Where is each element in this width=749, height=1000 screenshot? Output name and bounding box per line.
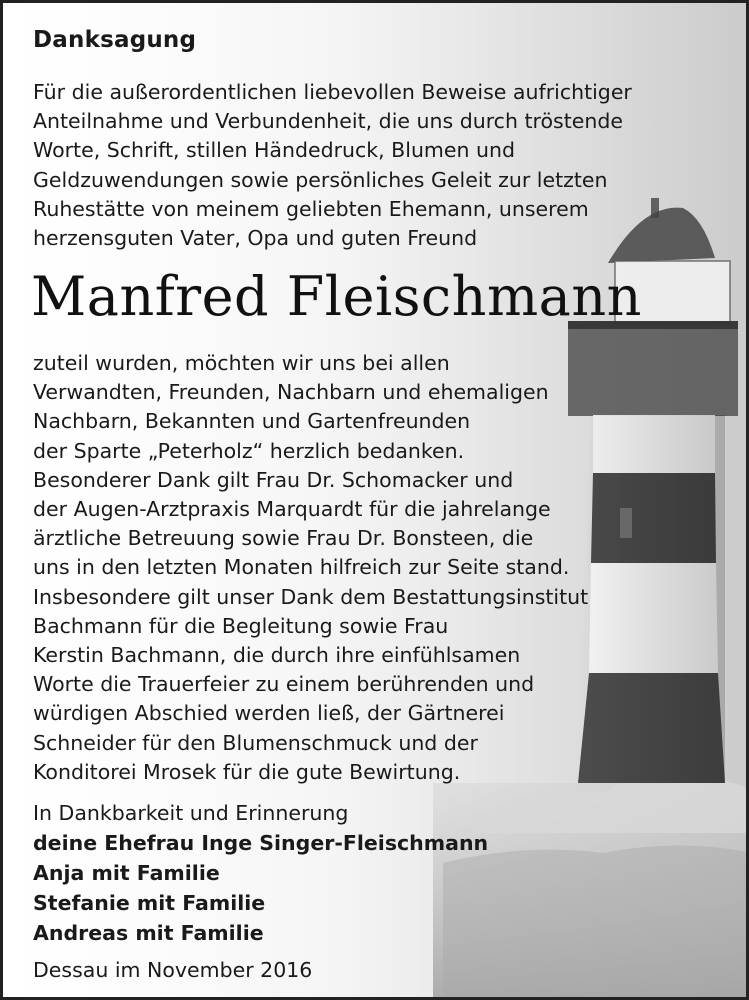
body-line: Worte die Trauerfeier zu einem berührenden und <box>33 672 535 697</box>
closing-block <box>33 798 488 948</box>
intro-paragraph <box>33 78 632 253</box>
body-line: Besonderer Dank gilt Frau Dr. Schomacker und <box>33 467 514 492</box>
intro-line: herzensguten Vater, Opa und guten Freund <box>33 226 478 251</box>
intro-line: Worte, Schrift, stillen Händedruck, Blumen und <box>33 138 516 163</box>
intro-line: Anteilnahme und Verbundenheit, die uns durch tröstende <box>33 109 623 134</box>
body-line: der Sparte „Peterholz“ herzlich bedanken. <box>33 438 465 463</box>
body-line: Schneider für den Blumenschmuck und der <box>33 730 478 755</box>
family-line: Stefanie mit Familie <box>33 891 266 915</box>
body-line: würdigen Abschied werden ließ, der Gärtnerei <box>33 701 505 726</box>
body-line: Bachmann für die Begleitung sowie Frau <box>33 613 449 638</box>
family-line: Anja mit Familie <box>33 861 220 885</box>
intro-line: Geldzuwendungen sowie persönliches Geleit zur letzten <box>33 167 608 192</box>
closing-line: In Dankbarkeit und Erinnerung <box>33 801 349 825</box>
intro-line: Für die außerordentlichen liebevollen Beweise aufrichtiger <box>33 80 632 104</box>
intro-line: Ruhestätte von meinem geliebten Ehemann, unserem <box>33 196 589 221</box>
heading: Danksagung <box>33 27 197 53</box>
body-paragraph <box>33 349 588 787</box>
deceased-name: Manfred Fleischmann <box>31 265 642 328</box>
body-line: Kerstin Bachmann, die durch ihre einfühlsamen <box>33 643 521 668</box>
body-line: ärztliche Betreuung sowie Frau Dr. Bonsteen, die <box>33 526 534 551</box>
body-line: zuteil wurden, möchten wir uns bei allen <box>33 351 450 375</box>
place-date: Dessau im November 2016 <box>33 958 313 982</box>
body-line: Konditorei Mrosek für die gute Bewirtung. <box>33 759 461 784</box>
family-line: Andreas mit Familie <box>33 921 264 945</box>
body-line: uns in den letzten Monaten hilfreich zur Seite stand. <box>33 555 570 580</box>
body-line: Verwandten, Freunden, Nachbarn und ehemaligen <box>33 380 549 405</box>
family-line: deine Ehefrau Inge Singer-Fleischmann <box>33 831 489 855</box>
body-line: Insbesondere gilt unser Dank dem Bestattungsinstitut <box>33 584 589 609</box>
body-line: der Augen-Arztpraxis Marquardt für die jahrelange <box>33 497 551 522</box>
body-line: Nachbarn, Bekannten und Gartenfreunden <box>33 409 471 434</box>
